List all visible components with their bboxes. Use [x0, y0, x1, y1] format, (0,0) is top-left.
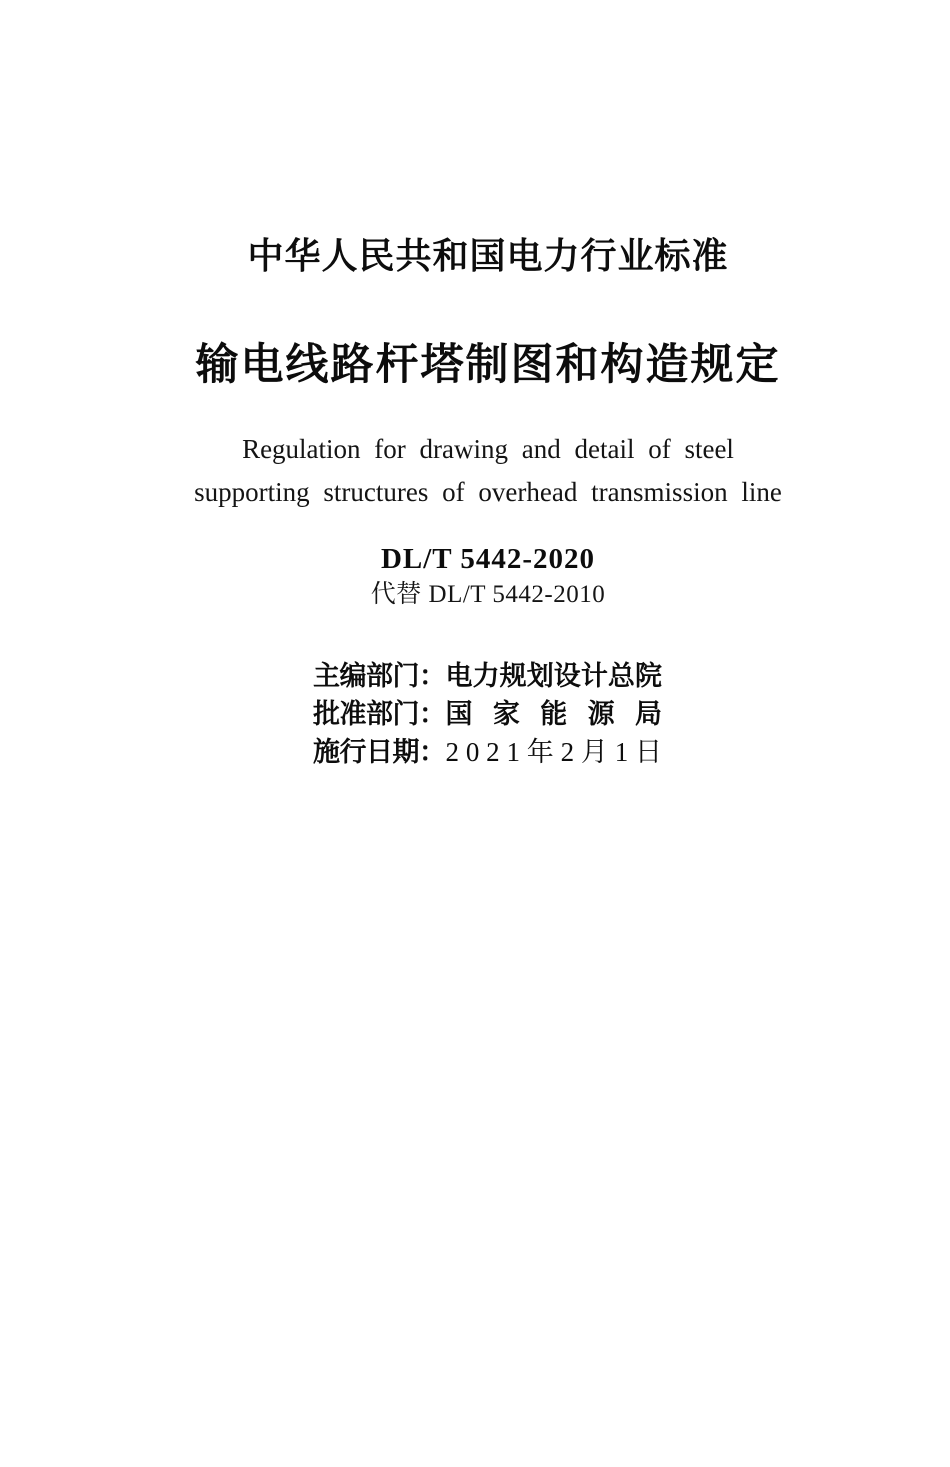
document-title-en — [26, 428, 950, 514]
publication-details — [313, 663, 662, 766]
detail-row-approval-dept — [313, 701, 662, 728]
detail-row-effective-date — [313, 739, 662, 766]
approval-dept-label: 批准部门： — [313, 699, 446, 729]
chief-editor-value: 电 力 规 划 设 计 总 院 — [445, 661, 662, 691]
series-heading: 中华人民共和国电力行业标准 — [247, 235, 729, 276]
superseded-standard: 代替 DL/T 5442-2010 — [370, 581, 606, 608]
effective-date-label: 施行日期： — [313, 737, 446, 767]
standard-number: DL/T 5442-2020 — [380, 543, 596, 575]
document-title-en-line2: supporting structures of overhead transmission line — [194, 477, 782, 507]
effective-date-value: 2 0 2 1 年 2 月 1 日 — [445, 737, 662, 767]
document-title-zh: 输电线路杆塔制图和构造规定 — [195, 342, 781, 389]
detail-row-chief-editor — [313, 663, 662, 690]
document-title-en-line1: Regulation for drawing and detail of steel — [242, 434, 734, 464]
chief-editor-label: 主编部门： — [313, 661, 446, 691]
approval-dept-value: 国 家 能 源 局 — [445, 699, 662, 729]
